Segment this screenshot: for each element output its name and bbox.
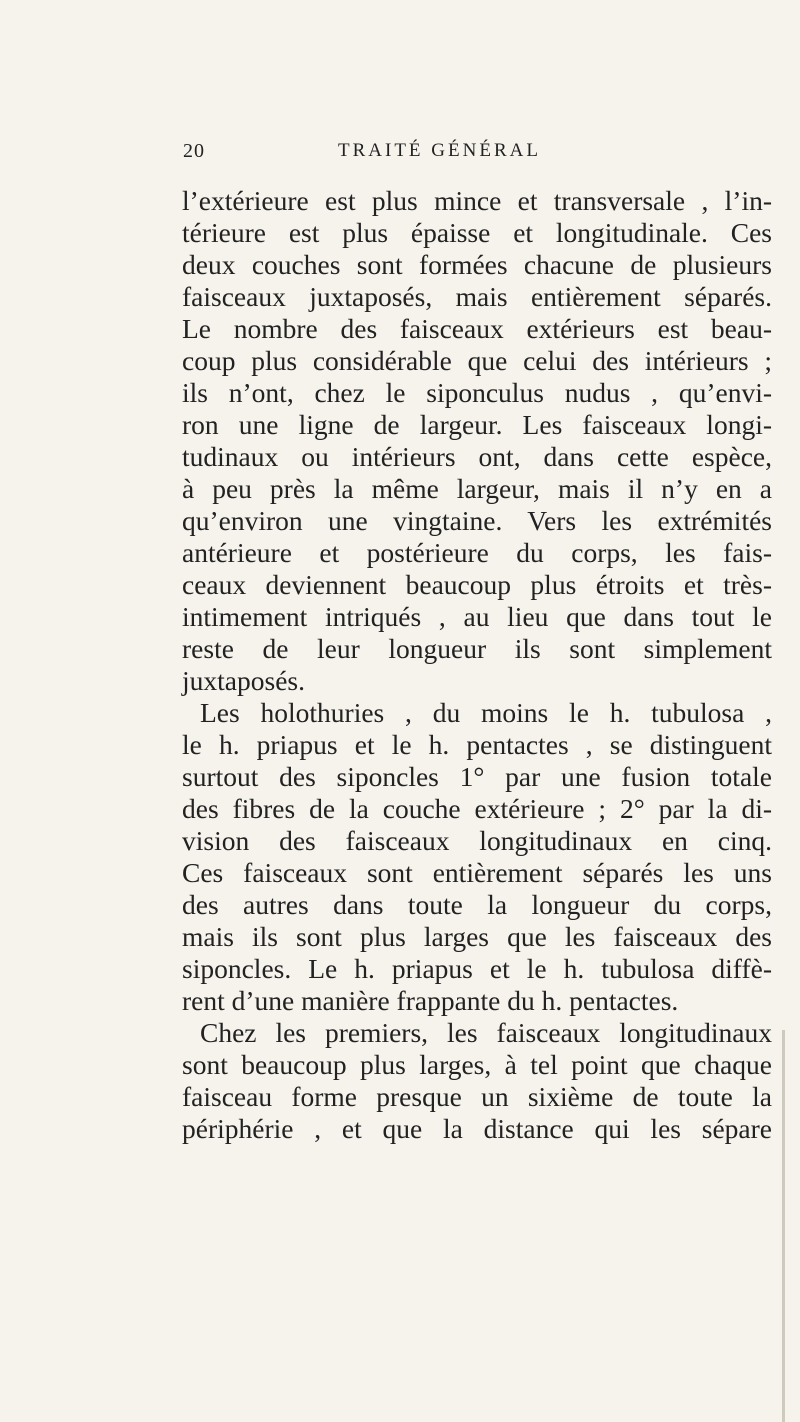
text-line: coup plus considérable que celui des intérieurs ; [182, 345, 772, 376]
text-line: qu’environ une vingtaine. Vers les extrémités [182, 505, 772, 536]
text-line: rent d’une manière frappante du h. pentactes. [182, 985, 679, 1016]
text-line: Ces faisceaux sont entièrement séparés les uns [182, 857, 772, 888]
running-head [183, 140, 583, 180]
text-line: Les holothuries , du moins le h. tubulosa , [200, 697, 772, 728]
running-title: TRAITÉ GÉNÉRAL [338, 140, 541, 161]
text-line: siponcles. Le h. priapus et le h. tubulosa diffè- [182, 953, 772, 984]
text-line: juxtaposés. [182, 665, 305, 696]
text-line: le h. priapus et le h. pentactes , se distinguent [182, 729, 772, 760]
text-line: périphérie , et que la distance qui les sépare [182, 1113, 772, 1144]
body-text [182, 185, 772, 1145]
text-line: l’extérieure est plus mince et transversale , l’in- [182, 185, 772, 216]
text-line: reste de leur longueur ils sont simplement [182, 633, 772, 664]
text-line: faisceaux juxtaposés, mais entièrement séparés. [182, 281, 772, 312]
text-line: antérieure et postérieure du corps, les fais- [182, 537, 772, 568]
text-line: vision des faisceaux longitudinaux en cinq. [182, 825, 772, 856]
text-line: intimement intriqués , au lieu que dans tout le [182, 601, 772, 632]
text-line: ceaux deviennent beaucoup plus étroits et très- [182, 569, 772, 600]
text-line: ils n’ont, chez le siponculus nudus , qu’envi- [182, 377, 772, 408]
text-line: térieure est plus épaisse et longitudinale. Ces [182, 217, 772, 248]
text-line: surtout des siponcles 1° par une fusion totale [182, 761, 772, 792]
text-line: faisceau forme presque un sixième de toute la [182, 1081, 772, 1112]
text-line: ron une ligne de largeur. Les faisceaux longi- [182, 409, 772, 440]
text-line: des autres dans toute la longueur du corps, [182, 889, 772, 920]
text-line: Chez les premiers, les faisceaux longitudinaux [200, 1017, 772, 1048]
text-line: sont beaucoup plus larges, à tel point que chaque [182, 1049, 772, 1080]
text-line: deux couches sont formées chacune de plusieurs [182, 249, 772, 280]
page-number: 20 [183, 140, 205, 162]
text-line: tudinaux ou intérieurs ont, dans cette espèce, [182, 441, 772, 472]
text-line: mais ils sont plus larges que les faisceaux des [182, 921, 772, 952]
text-line: Le nombre des faisceaux extérieurs est beau- [182, 313, 772, 344]
page-edge-shadow [782, 1030, 785, 1422]
text-line: à peu près la même largeur, mais il n’y en a [182, 473, 772, 504]
text-line: des fibres de la couche extérieure ; 2° par la di- [182, 793, 772, 824]
